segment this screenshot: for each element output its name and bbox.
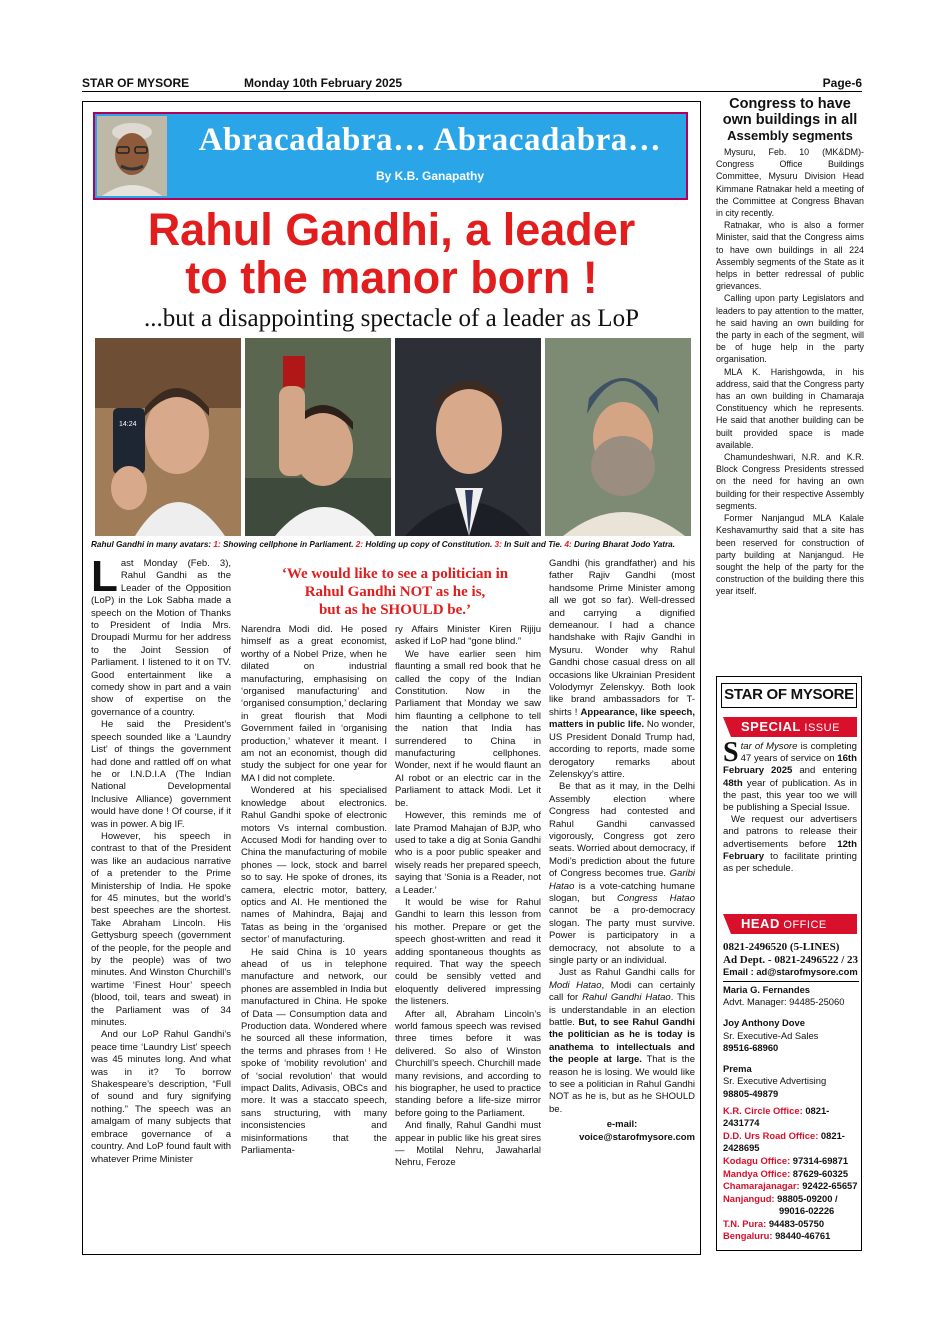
text: . This is understandable in an election battle.	[549, 992, 695, 1029]
photo-constitution	[245, 338, 391, 536]
issue-date: Monday 10th February 2025	[244, 76, 403, 90]
pull-quote-line-2: Rahul Gandhi NOT as he is,	[304, 584, 486, 600]
photo-cellphone-image	[95, 338, 241, 536]
paragraph: Former Nanjangud MLA Kalale Keshavamurthy said that a site has been reserved for construction of party building at Nanjangud. He sought the help of the party for the construction of the building there this year itself.	[716, 513, 864, 597]
paragraph: And our LoP Rahul Gandhi’s peace time ‘Laundry List’ speech was 45 minutes long. And what was in it? To borrow Shakespeare’s description, “Full of sound and fury signifying nothing.” The speech was an amalgam of many subjects that embrace governance of a country. And LoP found fault with whatever Prime Minister	[91, 1029, 231, 1165]
photo-suit-and-tie	[395, 338, 541, 536]
office-line	[723, 1230, 859, 1243]
sidebar-headline-line: Congress to have	[729, 96, 851, 112]
caption-text-3: In Suit and Tie.	[501, 540, 565, 549]
paragraph: He said China is 10 years ahead of us in telephone manufacture and network, our phones are assembled in India but manufactured in China. He spoke of Data — Consumption data and Production data. Wondered where he sourced all these information, the terms and phrases from ! He spoke of ‘mobility revolution’ and of ‘social revolution’ that would impact Dalits, Adivasis, OBCs and more. It was a staccato speech, sans structuring, with many inconsistencies and misinformations that the Parliamenta-	[241, 946, 387, 1157]
caption-text-2: Holding up copy of Constitution.	[363, 540, 495, 549]
office-line	[723, 1105, 859, 1130]
issue-label: ISSUE	[800, 722, 840, 734]
caption-num-3: 3:	[494, 540, 502, 549]
paragraph: He said the President’s speech sounded like a ‘Laundry List’ of things the government had done and rattled off on what he or I.N.D.I.A (The Indian National Developmental Inclusive Alliance) government would have done ! Of course, if it was in power. A big IF.	[91, 719, 231, 830]
info-box	[716, 676, 862, 1251]
paper-logo: STAR OF MYSORE	[721, 683, 857, 708]
head-office-contacts	[723, 941, 859, 1243]
bold-text: But, to see Rahul Gandhi the politician as he is today is anathema to intellectuals and the people at large.	[549, 1017, 695, 1066]
office-phone: 94483-05750	[766, 1217, 825, 1229]
ad-dept-phone: Ad Dept. - 0821-2496522 / 23	[723, 953, 859, 966]
caption-num-1: 1:	[213, 540, 221, 549]
office-name: T.N. Pura:	[723, 1217, 767, 1229]
text: Gandhi (his grandfather) and his father Rajiv Gandhi (most handsome Prime Minister among all we got so far). Well-dressed and carrying a dignified demeanour. I had a chance handshake with Rajiv Gandhi in Mysuru. Wonder why Rahul Gandhi chose casual dress on all occasions like Ukrainian President Volodymyr Zelenskyy. Both look like brand ambassadors for T-shirts !	[549, 558, 695, 718]
contact-name: Maria G. Fernandes	[723, 983, 811, 995]
masthead-rule	[82, 91, 862, 92]
bold-text: Appearance, like speech, matters in public life.	[549, 706, 695, 731]
paragraph: Wondered at his specialised knowledge about electronics. Rahul Gandhi spoke of electronic motors Vs internal combustion. Accused Modi for handing over to China the manufacturing of mobile phones — lock, stock and barrel so to say. He spoke of drones, its camera, electric motor, battery, optics and AI. He mentioned the names of Mahindra, Bajaj and Tatas as being in the ‘organised sector’ of manufacturing.	[241, 785, 387, 946]
office-line	[723, 1180, 859, 1193]
contact-phone: 89516-68960	[723, 1042, 779, 1054]
photo-caption	[91, 540, 696, 549]
body-column-4	[549, 558, 695, 1144]
paragraph: ast Monday (Feb. 3), Rahul Gandhi as the Leader of the Opposition (LoP) in the Lok Sabha made a speech on the Motion of Thanks to President of India Mrs. Droupadi Murmu for her address to the Joint Session of Parliament. I listened to it on TV. Good entertainment like a comedy show in part and a vain show of expertise on the governance of a country.	[91, 558, 231, 718]
office-label: OFFICE	[779, 919, 827, 931]
headline-kicker: ...but a disappointing spectacle of a leader as LoP	[144, 305, 639, 332]
contact-role: Sr. Executive-Ad Sales	[723, 1029, 819, 1041]
office-phone: 98440-46761	[772, 1230, 831, 1242]
sidebar-headline-line: Assembly segments	[727, 128, 853, 143]
pull-quote	[239, 565, 551, 619]
email-address[interactable]: voice@starofmysore.com	[579, 1131, 695, 1143]
caption-num-2: 2:	[355, 540, 364, 549]
text: is a vote-catching humane slogan, but	[549, 880, 695, 904]
paragraph: However, his speech in contrast to that of the President was like an audacious narrative of a pretender to the Prime Ministership of India. He spoke for 45 minutes, but the world’s best speeches are the shortest. Take Abraham Lincoln. His Gettysburg speech (government of the people, for the people and by the people) was of two minutes. And Winston Churchill’s wartime ‘Finest Hour’ speech (blood, toil, tears and sweat) in the Parliament was of 34 minutes.	[91, 830, 231, 1029]
drop-cap: S	[723, 737, 739, 768]
bold-text: 12th February	[723, 838, 857, 862]
bold-text: 16th February 2025	[723, 753, 857, 777]
contact-name: Joy Anthony Dove	[723, 1016, 805, 1028]
photo-bharat-jodo	[545, 338, 691, 536]
office-phone: 97314-69871	[790, 1154, 849, 1166]
column-title: Abracadabra… Abracadabra…	[198, 122, 662, 158]
special-issue-notice	[723, 737, 857, 875]
paragraph	[549, 558, 695, 781]
author-portrait-image	[97, 116, 167, 196]
column-byline: By K.B. Ganapathy	[375, 169, 485, 183]
paragraph: ry Affairs Minister Kiren Rijiju asked if LoP had “gone blind.”	[395, 624, 541, 648]
pull-quote-line-3: but as he SHOULD be.’	[318, 602, 472, 618]
text: year of publication. As in the past, this year too we will be publishing a Special Issue.	[723, 777, 857, 814]
office-name: D.D. Urs Road Office:	[723, 1129, 819, 1141]
office-line	[723, 1193, 859, 1206]
paragraph: Narendra Modi did. He posed himself as a great economist, worthy of a Nobel Prize, when he dilated on industrial manufacturing, emphasising on ‘organised manufacturing’ and ‘organised consumption,’ declaring in great flourish that Modi Government failed in ‘organising production,’ whatever it meant. I am not an economist, though did study the subject for one year for MA I did not complete.	[241, 624, 387, 784]
paragraph: Ratnakar, who is also a former Minister, said that the Congress aims to have own buildings in all 224 Assembly segments of the State as it helps in better redressal of public grievances.	[716, 220, 864, 292]
paragraph: However, this reminds me of late Pramod Mahajan of BJP, who used to take a dig at Sonia Gandhi who is a poor public speaker and wisely reads her prepared speech, saying that ‘Sonia is a Reader, not a Leader.’	[395, 810, 541, 896]
office-name: Nanjangud:	[723, 1192, 775, 1204]
column-banner	[93, 112, 688, 200]
paragraph: It would be wise for Rahul Gandhi to learn this lesson from his mother. Prepare or get the speech ghost-written and read it adding spontaneous thoughts as required. That way the speech could be sensibly vetted and eloquently delivered impressing the listeners.	[395, 896, 541, 1008]
headline-line-1: Rahul Gandhi, a leader	[147, 204, 636, 255]
bold-text: 48th	[723, 777, 743, 789]
photo-suit-image	[395, 338, 541, 536]
drop-cap: L	[91, 552, 118, 601]
email-label: e-mail:	[606, 1119, 638, 1131]
text: No wonder, US President Donald Trump had, according to reports, made some derogatory remarks about Zelenskyy’s attire.	[549, 719, 695, 780]
office-phone: 92422-65657	[799, 1180, 858, 1192]
office-line	[723, 1168, 859, 1181]
ad-email[interactable]: Email : ad@starofmysore.com	[723, 966, 858, 978]
body-column-3	[395, 624, 541, 1170]
office-name: Bengaluru:	[723, 1230, 773, 1242]
page-number: Page-6	[822, 76, 862, 90]
contact-role: Sr. Executive Advertising	[723, 1075, 827, 1087]
body-column-1	[91, 552, 231, 1166]
author-portrait	[97, 116, 167, 196]
italic-text: Congress Hatao	[616, 892, 695, 904]
text: cannot be a pro-democracy slogan. The party must survive. Power is participatory in a democracy, not absolute to a single party or an individual.	[549, 905, 695, 966]
caption-num-4: 4:	[564, 540, 572, 549]
body-column-2	[241, 624, 387, 1157]
paragraph: Chamundeshwari, N.R. and K.R. Block Congress Presidents stressed on the need for having an own building for their respective Assembly segments.	[716, 452, 864, 511]
sidebar-body	[716, 146, 864, 598]
sidebar-headline-line: own buildings in all	[722, 112, 858, 128]
contact-name: Prema	[723, 1062, 752, 1074]
phone-screen-time: 14:24	[119, 421, 137, 428]
italic-text: tar of Mysore	[740, 741, 798, 752]
photo-yatra-image	[545, 338, 691, 536]
paragraph: We have earlier seen him flaunting a small red book that he called the copy of the Indian Constitution. Now in the Parliament that Monday we saw him flaunting a cellphone to tell the nation that India has surrendered to China in manufacturing cellphones. Wonder, next if he would flaunt an AI robot or an electric car in the Parliament to attack Modi. Let it be.	[395, 648, 541, 809]
text: Be that as it may, in the Delhi Assembly election where Congress had contested and Rahul Gandhi canvassed vigorously, Congress got zero seats. Worried about democracy, if Modi’s prediction about the future of Congress becomes true.	[549, 781, 695, 880]
text: That is the reason he is losing. We would like to see a politician in Rahul Gandhi NOT as he is, but as he SHOULD be.	[549, 1054, 695, 1115]
italic-text: Garibi Hatao	[549, 868, 695, 892]
contact-phone: 98805-49879	[723, 1087, 779, 1099]
office-phone: 99016-02226	[779, 1205, 835, 1217]
paragraph: Calling upon party Legislators and leaders to pay attention to the matter, he said having an own building for the party in each of the segment, will be of huge help in the party organisation.	[716, 293, 864, 365]
office-name: Mandya Office:	[723, 1167, 791, 1179]
sidebar-news	[716, 96, 864, 598]
office-name: K.R. Circle Office:	[723, 1104, 803, 1116]
caption-text-4: During Bharat Jodo Yatra.	[571, 540, 675, 549]
paragraph: Mysuru, Feb. 10 (MK&DM)- Congress Office Buildings Committee, Mysuru Division Head Kimmane Ratnakar held a meeting of the Committee at Congress Bhavan in city recently.	[716, 147, 864, 219]
contact-role: Advt. Manager: 94485-25060	[723, 996, 845, 1008]
photo-constitution-image	[245, 338, 391, 536]
photo-cellphone	[95, 338, 241, 536]
italic-text: Modi Hatao	[549, 979, 602, 991]
special-issue-header	[723, 717, 857, 737]
text: We request our advertisers and patrons to release their advertisements before	[723, 814, 857, 850]
text: , Modi can certainly call for	[549, 979, 695, 1004]
head-label: HEAD	[741, 916, 780, 931]
office-phone: 87629-60325	[790, 1167, 849, 1179]
pull-quote-line-1: ‘We would like to see a politician in	[281, 566, 509, 582]
main-article	[82, 101, 701, 1255]
head-office-header	[723, 914, 857, 934]
headline	[83, 206, 700, 302]
paragraph	[723, 737, 857, 814]
office-name: Chamarajanagar:	[723, 1180, 800, 1192]
sidebar-headline	[716, 96, 864, 144]
paragraph: And finally, Rahul Gandhi must appear in public like his great sires — Motilal Nehru, Jawaharlal Nehru, Feroze	[395, 1120, 541, 1169]
paragraph	[549, 967, 695, 1116]
office-name: Kodagu Office:	[723, 1154, 791, 1166]
office-phone: 0821-2428695	[723, 1129, 845, 1154]
paragraph	[723, 814, 857, 875]
office-phone: 98805-09200 /	[774, 1192, 838, 1204]
paragraph: MLA K. Harishgowda, in his address, said that the Congress party has an own building in Chamaraja Constituency which he represents. He said that another building can be built provided space is made available.	[716, 366, 864, 450]
italic-text: Rahul Gandhi Hatao	[582, 992, 671, 1004]
text: to facilitate printing as per schedule.	[723, 850, 857, 875]
main-phone: 0821-2496520 (5-LINES)	[723, 941, 840, 953]
office-line	[723, 1218, 859, 1231]
office-phone: 0821-2431774	[723, 1104, 830, 1129]
special-label: SPECIAL	[741, 719, 801, 734]
paragraph: After all, Abraham Lincoln’s world famous speech was revised three times before it was delivered. So also of Winston Churchill’s speech. Churchill made many revisions, and according to his biographer, he used to practice standing before a life-size mirror before going to the Parliament.	[395, 1008, 541, 1119]
text: is completing 47 years of service on	[740, 741, 857, 765]
divider	[723, 981, 859, 982]
paper-name: STAR OF MYSORE	[82, 76, 190, 90]
office-line	[723, 1130, 859, 1155]
paragraph	[549, 781, 695, 967]
text: Just as Rahul Gandhi calls for	[559, 967, 695, 979]
caption-lead: Rahul Gandhi in many avatars:	[91, 540, 214, 549]
headline-line-2: to the manor born !	[185, 252, 598, 303]
caption-text-1: Showing cellphone in Parliament.	[220, 540, 356, 549]
office-line	[723, 1155, 859, 1168]
text: and entering	[792, 765, 857, 777]
